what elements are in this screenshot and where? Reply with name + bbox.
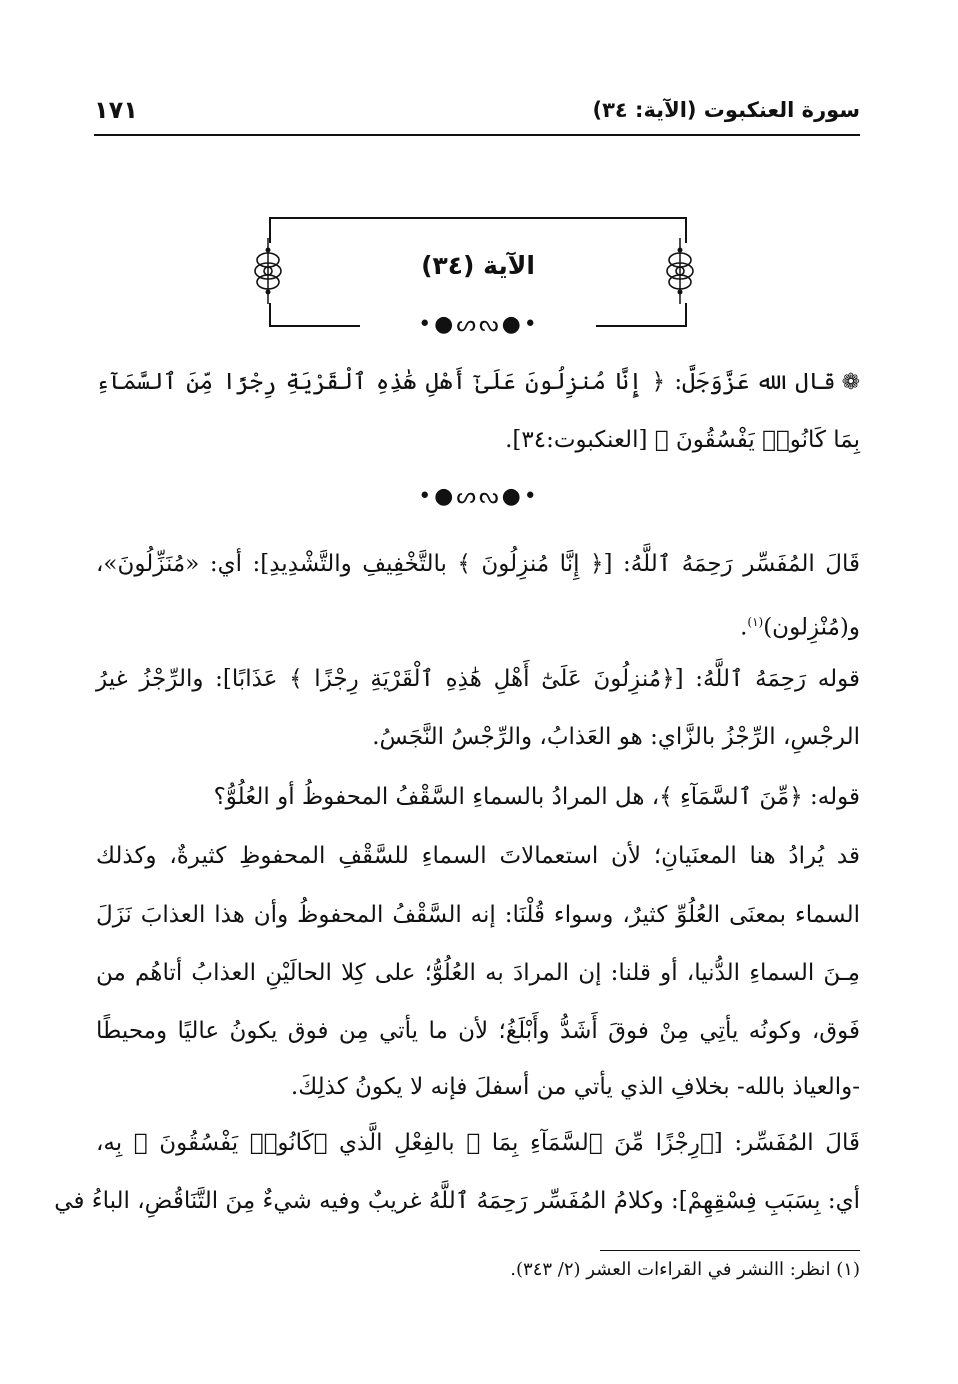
text-line: -والعياذ بالله- بخلافِ الذي يأتي من أسفلَ فإنه لا يكونُ كذلِكَ. <box>290 1074 860 1100</box>
ornamental-divider: •●ᔕᔓ●• <box>418 484 540 509</box>
knot-ornament-icon <box>253 238 283 304</box>
verse-title-frame <box>270 215 686 327</box>
text-line: قد يُرادُ هنا المعنَيانِ؛ لأن استعمالاتَ السماءِ للسَّقْفِ المحفوظِ كثيرةٌ، وكذلك <box>96 843 860 869</box>
flower-icon: ❁ <box>841 370 860 395</box>
text-line: الرجْسِ، الرِّجْزُ بالزَّاي: هو العَذابُ، والرِّجْسُ النَّجَسُ. <box>372 724 860 750</box>
verse-title: الآية (٣٤) <box>421 251 535 280</box>
text-span: . <box>740 614 748 641</box>
page-header <box>94 96 860 132</box>
text-line: بِمَا كَانُوا۟ يَفْسُقُونَ ﴾ [العنكبوت:٣٤]. <box>505 427 860 453</box>
text-line: قوله رَحِمَهُ ٱللَّهُ: [﴿مُنزِلُونَ عَلَىٰٓ أَهْلِ هَٰذِهِ ٱلْقَرْيَةِ رِجْزًا ﴾ عَذَابًا]: والرِّجْزُ غيرُ <box>96 666 860 692</box>
text-line: فَوق، وكونُه يأتِي مِنْ فوقَ أَشَدُّ وأَبْلَغُ؛ لأن ما يأتي مِن فوق يكونُ عاليًا ومحيطًا <box>96 1018 860 1044</box>
text-line: قَالَ المُفَسِّر: [﴿رِجْزًا مِّنَ ٱلسَّمَآءِ بِمَا ﴾ بالفِعْلِ الَّذي ﴿كَانُوا۟ يَفْسُقُونَ ﴾ بِه، <box>96 1130 860 1156</box>
ornamental-divider: •●ᔕᔓ●• <box>418 312 540 337</box>
text-line: مِـنَ السماءِ الدُّنيا، أو قلنا: إن المرادَ به العُلُوُّ؛ على كِلا الحالَيْنِ العذابُ أتاهُم من <box>96 960 860 986</box>
verse-line: قال الله عَزَّوَجَلَّ: ﴿ إِنَّا مُنزِلُونَ عَلَىٰٓ أَهْلِ هَٰذِهِ ٱلْقَرْيَةِ رِجْزًا مِّنَ ٱلسَّمَآءِ <box>96 369 836 395</box>
header-rule <box>94 134 860 136</box>
running-title: سورة العنكبوت (الآية: ٣٤) <box>592 98 860 122</box>
footnote-ref: (١) <box>747 615 764 629</box>
footnote-rule <box>600 1250 860 1251</box>
text-line: السماء بمعنَى العُلُوِّ كثيرٌ، وسواء قُلْنَا: إنه السَّقْفُ المحفوظُ وأن هذا العذابَ نَزَلَ <box>96 902 860 928</box>
text-line: أي: بِسَبَبِ فِسْقِهِمْ]: وكلامُ المُفَسِّر رَحِمَهُ ٱللَّهُ غريبٌ وفيه شيءٌ مِنَ التَّنَاقُضِ، الباءُ في <box>54 1188 860 1214</box>
footnote: (١) انظر: االنشر في القراءات العشر (٢/ ٣٤٣). <box>510 1259 860 1280</box>
text-line <box>96 366 860 399</box>
text-line <box>96 606 860 644</box>
page-number: ١٧١ <box>94 96 138 124</box>
text-line: قَالَ المُفَسِّر رَحِمَهُ ٱللَّهُ: [﴿ إِنَّا مُنزِلُونَ ﴾ بالتَّخْفِيفِ والتَّشْدِيدِ]: أي: «مُنَزِّلُونَ»، <box>96 551 860 577</box>
text-line: قوله: ﴿مِّنَ ٱلسَّمَآءِ ﴾، هل المرادُ بالسماءِ السَّقْفُ المحفوظُ أو العُلُوُّ؟ <box>213 784 860 810</box>
text-span: و(مُنْزِلون) <box>763 614 860 641</box>
knot-ornament-icon <box>665 238 695 304</box>
